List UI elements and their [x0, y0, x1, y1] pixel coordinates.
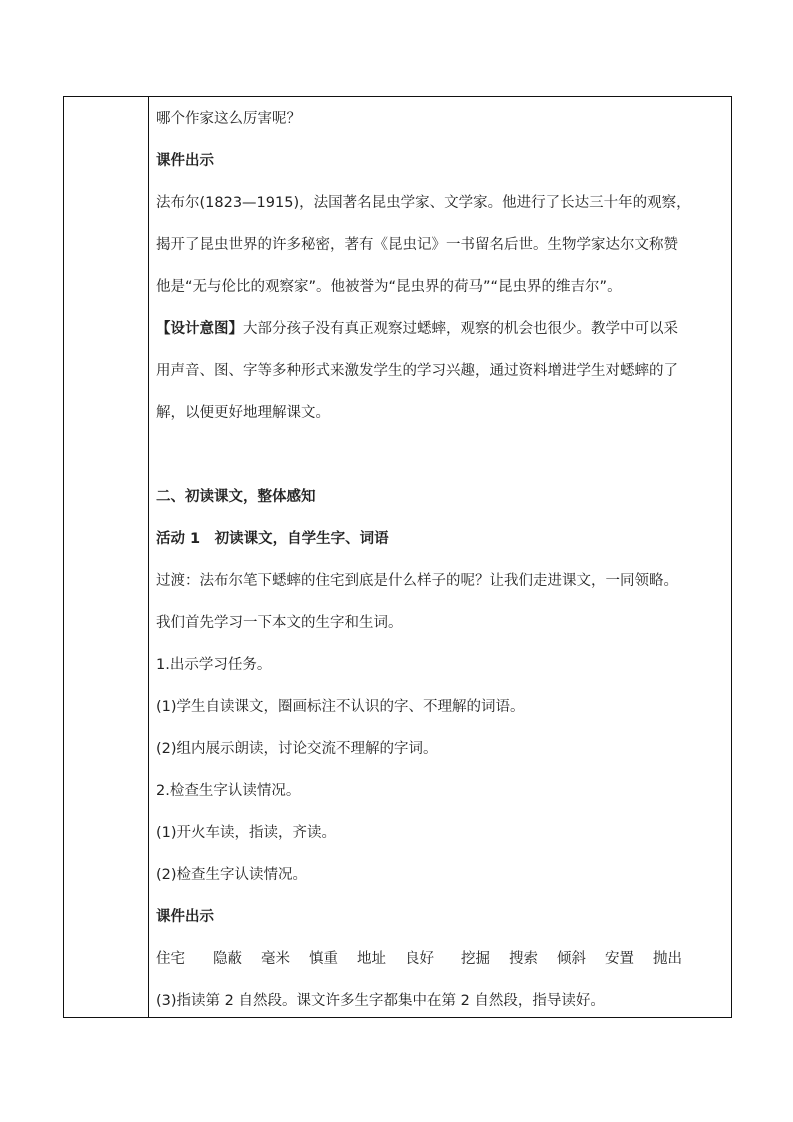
- fabre-intro-line-2: 揭开了昆虫世界的许多秘密，著有《昆虫记》一书留名后世。生物学家达尔文称赞: [156, 237, 678, 253]
- vocab-word: 地址: [357, 951, 386, 967]
- design-intent-line-2: 用声音、图、字等多种形式来激发学生的学习兴趣，通过资料增进学生对蟋蟀的了: [156, 363, 678, 379]
- left-column-cell: [64, 97, 148, 1017]
- task-item-1-1: (1)学生自读课文，圈画标注不认识的字、不理解的词语。: [156, 699, 525, 715]
- task-item-2-3: (3)指读第 2 自然段。课文许多生字都集中在第 2 自然段，指导读好。: [156, 993, 605, 1009]
- transition-line-1: 过渡：法布尔笔下蟋蟀的住宅到底是什么样子的呢？让我们走进课文，一同领略。: [156, 573, 678, 589]
- design-intent-text: 大部分孩子没有真正观察过蟋蟀，观察的机会也很少。教学中可以采: [243, 321, 678, 337]
- task-item-2: 2.检查生字认读情况。: [156, 783, 301, 799]
- task-item-2-2: (2)检查生字认读情况。: [156, 867, 308, 883]
- courseware-heading: 课件出示: [156, 153, 214, 169]
- transition-line-2: 我们首先学习一下本文的生字和生词。: [156, 615, 403, 631]
- vocab-word: 安置: [605, 951, 634, 967]
- vocab-word: 搜索: [509, 951, 538, 967]
- design-intent-label: 【设计意图】: [156, 321, 243, 337]
- task-item-1-2: (2)组内展示朗读，讨论交流不理解的字词。: [156, 741, 438, 757]
- task-item-2-1: (1)开火车读，指读，齐读。: [156, 825, 337, 841]
- vocab-word: 慎重: [309, 951, 338, 967]
- vocab-word: 挖掘: [461, 951, 490, 967]
- vocab-word: 毫米: [261, 951, 290, 967]
- activity-heading: 活动 1 初读课文，自学生字、词语: [156, 531, 389, 547]
- task-item-1: 1.出示学习任务。: [156, 657, 272, 673]
- design-intent-line-1: [156, 319, 678, 339]
- fabre-intro-line-1: 法布尔(1823—1915)，法国著名昆虫学家、文学家。他进行了长达三十年的观察，: [156, 195, 691, 211]
- vocab-word: 良好: [405, 951, 434, 967]
- design-intent-line-3: 解，以便更好地理解课文。: [156, 405, 330, 421]
- vocab-word: 隐蔽: [213, 951, 242, 967]
- vocab-word: 抛出: [653, 951, 682, 967]
- vocab-word: 住宅: [156, 951, 185, 967]
- column-divider: [148, 97, 149, 1017]
- lesson-table: [63, 96, 732, 1018]
- question-line: 哪个作家这么厉害呢？: [156, 111, 301, 127]
- fabre-intro-line-3: 他是“无与伦比的观察家”。他被誉为“昆虫界的荷马”“昆虫界的维吉尔”。: [156, 279, 622, 295]
- vocab-word: 倾斜: [557, 951, 586, 967]
- section-heading: 二、初读课文，整体感知: [156, 489, 316, 505]
- courseware-heading-2: 课件出示: [156, 909, 214, 925]
